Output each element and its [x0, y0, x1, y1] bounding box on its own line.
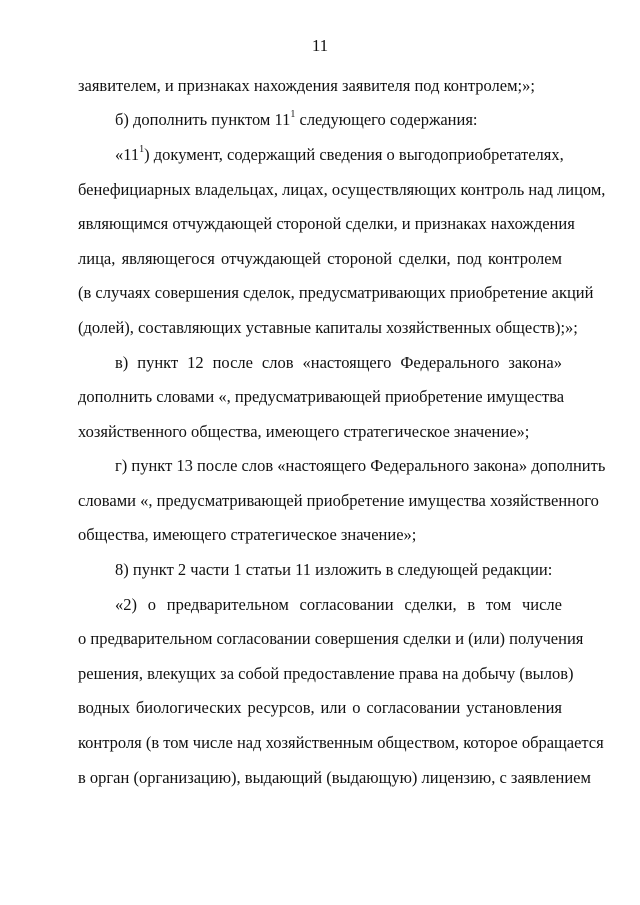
- text-line: водных биологических ресурсов, или о согласовании установления: [78, 698, 562, 717]
- text-line: 8) пункт 2 части 1 статьи 11 изложить в следующей редакции:: [115, 560, 553, 579]
- text-line: в орган (организацию), выдающий (выдающую) лицензию, с заявлением: [78, 768, 591, 787]
- text-line: [115, 145, 562, 165]
- text-line: решения, влекущих за собой предоставление права на добычу (вылов): [78, 664, 574, 683]
- text-line: являющимся отчуждающей стороной сделки, и признаках нахождения: [78, 214, 575, 233]
- text-line: [115, 110, 562, 130]
- text-fragment: «11: [115, 145, 140, 164]
- text-line: словами «, предусматривающей приобретение имущества хозяйственного: [78, 491, 599, 510]
- text-fragment: б) дополнить пунктом 11: [115, 110, 291, 129]
- text-line: (долей), составляющих уставные капиталы хозяйственных обществ);»;: [78, 318, 578, 337]
- text-line: хозяйственного общества, имеющего стратегическое значение»;: [78, 422, 530, 441]
- text-line: заявителем, и признаках нахождения заявителя под контролем;»;: [78, 76, 535, 95]
- text-fragment: ) документ, содержащий сведения о выгодоприобретателях,: [144, 145, 564, 164]
- superscript: 1: [139, 143, 145, 155]
- text-line: о предварительном согласовании совершения сделки и (или) получения: [78, 629, 584, 648]
- text-line: общества, имеющего стратегическое значение»;: [78, 525, 417, 544]
- superscript: 1: [290, 108, 296, 120]
- text-fragment: следующего содержания:: [299, 110, 478, 129]
- text-line: г) пункт 13 после слов «настоящего Федерального закона» дополнить: [115, 456, 606, 475]
- text-line: лица, являющегося отчуждающей стороной сделки, под контролем: [78, 249, 562, 268]
- text-line: в) пункт 12 после слов «настоящего Федерального закона»: [115, 353, 562, 372]
- text-line: (в случаях совершения сделок, предусматривающих приобретение акций: [78, 283, 594, 302]
- text-line: «2) о предварительном согласовании сделки, в том числе: [115, 595, 562, 614]
- text-line: контроля (в том числе над хозяйственным обществом, которое обращается: [78, 733, 604, 752]
- text-line: дополнить словами «, предусматривающей приобретение имущества: [78, 387, 565, 406]
- page-number: 11: [311, 36, 329, 55]
- text-line: бенефициарных владельцах, лицах, осуществляющих контроль над лицом,: [78, 180, 606, 199]
